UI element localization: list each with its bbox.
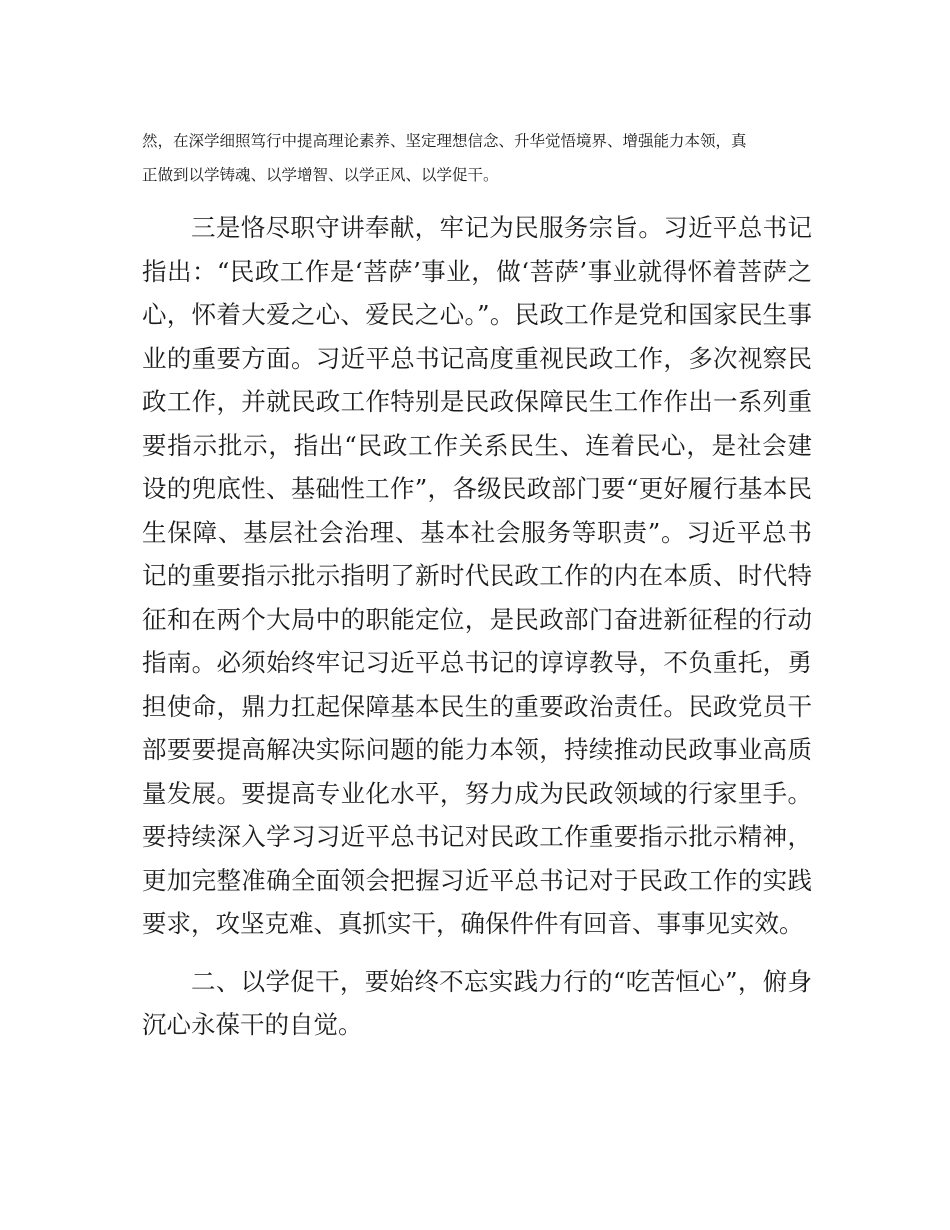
continued-paragraph-line-1: 然，在深学细照笃行中提高理论素养、坚定理想信念、升华觉悟境界、增强能力本领，真 (142, 132, 747, 150)
continued-paragraph (142, 124, 812, 192)
document-body (142, 124, 812, 1047)
continued-paragraph-line-2: 正做到以学铸魂、以学增智、以学正风、以学促干。 (142, 166, 499, 184)
section-two-heading: 二、以学促干，要始终不忘实践力行的“吃苦恒心”，俯身沉心永葆干的自觉。 (142, 966, 812, 1039)
paragraph-three: 三是恪尽职守讲奉献，牢记为民服务宗旨。习近平总书记指出：“民政工作是‘菩萨’事业，做‘菩萨’事业就得怀着菩萨之心，怀着大爱之心、爱民之心。”。民政工作是党和国家民生事业的重要方面。习近平总书记高度重视民政工作，多次视察民政工作，并就民政工作特别是民政保障民生工作作出一系列重要指示批示，指出“民政工作关系民生、连着民心，是社会建设的兜底性、基础性工作”，各级民政部门要“更好履行基本民生保障、基层社会治理、基本社会服务等职责”。习近平总书记的重要指示批示指明了新时代民政工作的内在本质、时代特征和在两个大局中的职能定位，是民政部门奋进新征程的行动指南。必须始终牢记习近平总书记的谆谆教导，不负重托，勇担使命，鼎力扛起保障基本民生的重要政治责任。民政党员干部要要提高解决实际问题的能力本领，持续推动民政事业高质量发展。要提高专业化水平，努力成为民政领域的行家里手。要持续深入学习习近平总书记对民政工作重要指示批示精神，更加完整准确全面领会把握习近平总书记对于民政工作的实践要求，攻坚克难、真抓实干，确保件件有回音、事事见实效。 (142, 213, 812, 938)
